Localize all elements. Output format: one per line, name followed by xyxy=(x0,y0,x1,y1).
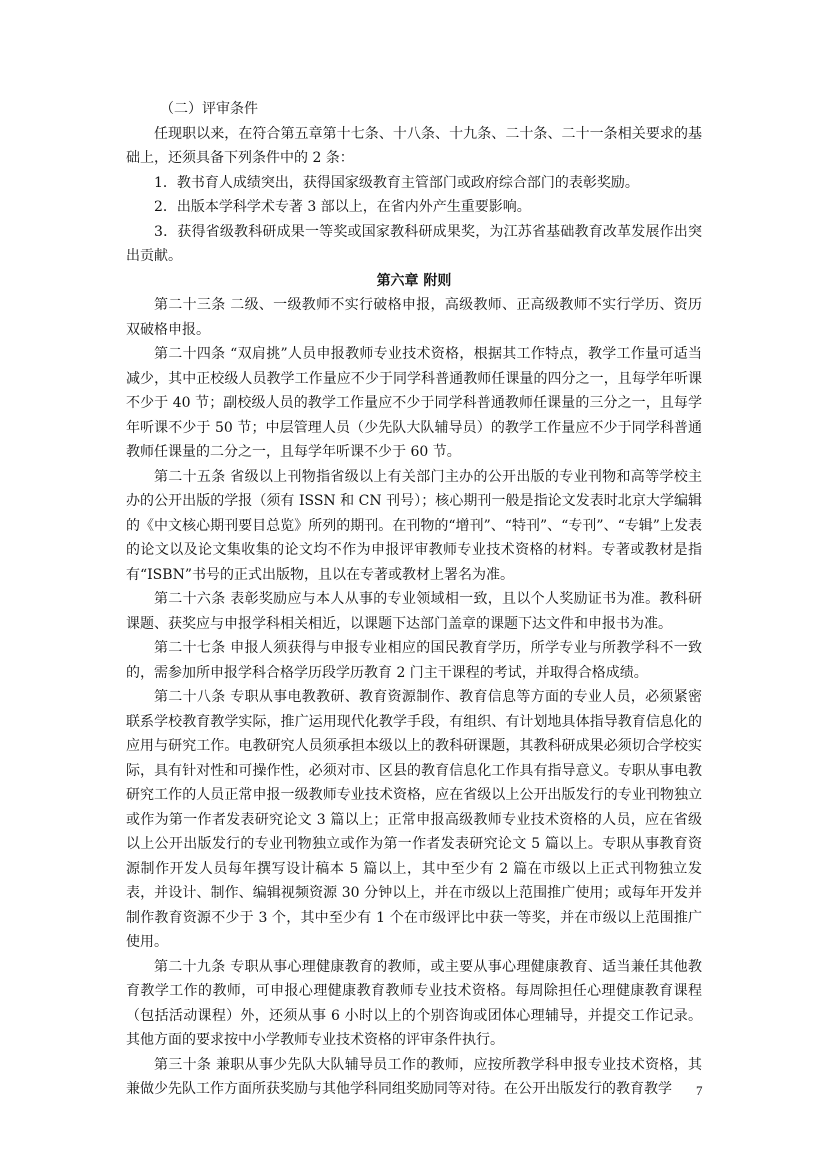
article-paragraph: 第二十四条 “双肩挑”人员申报教师专业技术资格，根据其工作特点，教学工作量可适当减少，其中正校级人员教学工作量应不少于同学科普通教师任课量的四分之一，且每学年听课不少于 40 节；副校级人员的教学工作量应不少于同学科普通教师任课量的三分之一，且每学年听课不少于 50 节；中层管理人员（少先队大队辅导员）的教学工作量应不少于同学科普通教师任课量的二分之一，且每学年听课不少于 60 节。 xyxy=(126,346,702,460)
condition-item: 1．教书育人成绩突出，获得国家级教育主管部门或政府综合部门的表彰奖励。 xyxy=(154,174,639,191)
article-paragraph: 第二十五条 省级以上刊物指省级以上有关部门主办的公开出版的专业刊物和高等学校主办的公开出版的学报（须有 ISSN 和 CN 刊号）；核心期刊一般是指论文发表时北京大学编辑的《中文核心期刊要目总览》所列的期刊。在刊物的“增刊”、“特刊”、“专刊”、“专辑”上发表的论文以及论文集收集的论文均不作为申报评审教师专业技术资格的材料。专著或教材是指有“ISBN”书号的正式出版物，且以在专著或教材上署名为准。 xyxy=(126,468,702,583)
page-number: 7 xyxy=(696,1083,703,1098)
section-heading: （二）评审条件 xyxy=(160,101,258,117)
article-paragraph: 第二十三条 二级、一级教师不实行破格申报，高级教师、正高级教师不实行学历、资历双破格申报。 xyxy=(126,297,702,338)
condition-item: 3．获得省级教科研成果一等奖或国家教科研成果奖，为江苏省基础教育改革发展作出突出贡献。 xyxy=(126,223,702,264)
article-paragraph: 第二十八条 专职从事电教教研、教育资源制作、教育信息等方面的专业人员，必须紧密联系学校教育教学实际，推广运用现代化教学手段，有组织、有计划地具体指导教育信息化的应用与研究工作。电教研究人员须承担本级以上的教科研课题，其教科研成果必须切合学校实际，具有针对性和可操作性，必须对市、区县的教育信息化工作具有指导意义。专职从事电教研究工作的人员正常申报一级教师专业技术资格，应在省级以上公开出版发行的专业刊物独立或作为第一作者发表研究论文 3 篇以上；正常申报高级教师专业技术资格的人员，应在省级以上公开出版发行的专业刊物独立或作为第一作者发表研究论文 5 篇以上。专职从事教育资源制作开发人员每年撰写设计稿本 5 篇以上，其中至少有 2 篇在市级以上正式刊物独立发表，并设计、制作、编辑视频资源 30 分钟以上，并在市级以上范围推广使用；或每年开发并制作教育资源不少于 3 个，其中至少有 1 个在市级评比中获一等奖，并在市级以上范围推广使用。 xyxy=(126,689,702,950)
article-paragraph: 第二十九条 专职从事心理健康教育的教师，或主要从事心理健康教育、适当兼任其他教育教学工作的教师，可申报心理健康教育教师专业技术资格。每周除担任心理健康教育课程（包括活动课程）外，还须从事 6 小时以上的个别咨询或团体心理辅导，并提交工作记录。其他方面的要求按中小学教师专业技术资格的评审条件执行。 xyxy=(126,958,702,1048)
article-paragraph: 第二十七条 申报人须获得与申报专业相应的国民教育学历，所学专业与所教学科不一致的，需参加所申报学科合格学历段学历教育 2 门主干课程的考试，并取得合格成绩。 xyxy=(126,640,702,681)
intro-paragraph: 任现职以来，在符合第五章第十七条、十八条、十九条、二十条、二十一条相关要求的基础上，还须具备下列条件中的 2 条： xyxy=(126,125,702,166)
article-paragraph: 第三十条 兼职从事少先队大队辅导员工作的教师，应按所教学科申报专业技术资格，其兼做少先队工作方面所获奖励与其他学科同组奖励同等对待。在公开出版发行的教育教学 xyxy=(126,1056,702,1097)
page-content xyxy=(126,97,702,1102)
condition-item: 2．出版本学科学术专著 3 部以上，在省内外产生重要影响。 xyxy=(154,199,531,215)
article-paragraph: 第二十六条 表彰奖励应与本人从事的专业领域相一致，且以个人奖励证书为准。教科研课题、获奖应与申报学科相关相近，以课题下达部门盖章的课题下达文件和申报书为准。 xyxy=(126,591,702,632)
chapter-title: 第六章 附则 xyxy=(376,272,452,289)
